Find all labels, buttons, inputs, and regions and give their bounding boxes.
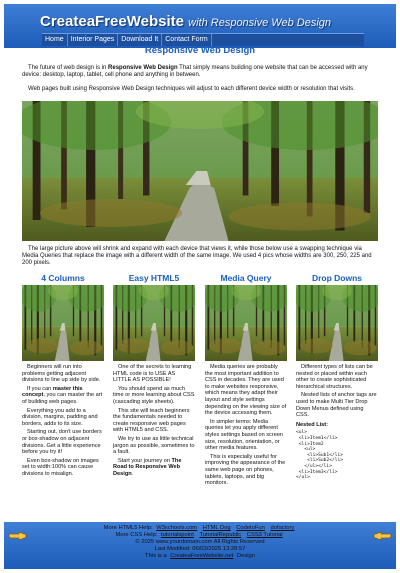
footer-link-createafreewebsite[interactable]: CreateaFreeWebsite.net: [170, 553, 234, 559]
site-name[interactable]: CreateaFreeWebsite: [40, 13, 184, 30]
footer-link-tutorialspoint[interactable]: tutorialspoint: [160, 532, 194, 538]
intro-paragraph-2: Web pages built using Responsive Web Design techniques will adjust to each different device width or resolution that visits.: [28, 86, 355, 92]
footer-last-modified: Last Modified: 06/03/2025 13:28:57: [154, 546, 246, 552]
column-text: Start your journey on The Road to Responsive Web Design.: [113, 457, 182, 477]
nav-download-it[interactable]: Download It: [118, 34, 162, 46]
column-image: [22, 285, 104, 361]
forest-road-image: [22, 101, 378, 241]
column-title: 4 Columns: [41, 273, 85, 283]
site-title[interactable]: [40, 13, 331, 30]
nav-home[interactable]: Home: [42, 34, 68, 46]
nested-list-label: Nested List:: [296, 421, 329, 428]
site-tagline: with Responsive Web Design: [188, 17, 332, 29]
column-media-query: [205, 273, 287, 489]
nav-contact-form[interactable]: Contact Form: [162, 34, 211, 46]
footer-info: [4, 525, 396, 560]
intro-paragraph-1: The future of web design is in Responsive Web Design That simply means building one website that can be accessed with any device: desktop, laptop, tablet, cell phone and anything in between.: [22, 65, 368, 79]
footer-link-htmldog[interactable]: HTML Dog: [202, 525, 231, 531]
site-footer: [4, 522, 396, 569]
hero-caption: The large picture above will shrink and expand with each device that views it, while those below use a swapping technique via Media Queries that replace the image with a different width of the same image. We used 4 pics whose widths are 300, 250, 225 and 200 pixels.: [22, 246, 372, 267]
footer-link-w3schools[interactable]: W3schools.com: [156, 525, 198, 531]
column-text: Media queries are probably the most important addition to CSS in decades. They are used to make websites responsive, which means they adapt their layout and style settings depending on the viewing size of the device accessing them.: [205, 364, 287, 417]
column-drop-downs: [296, 273, 378, 481]
column-text: One of the secrets to learning HTML code is to USE AS LITTLE AS POSSIBLE!: [113, 364, 192, 384]
column-title: Media Query: [220, 273, 272, 283]
column-text: This site will teach beginners the fundamentals needed to create responsive web pages with HTML5 and CSS.: [113, 407, 190, 434]
column-4-columns: [22, 273, 104, 480]
column-text: Starting out, don't use borders or box-shadow on adjacent divisions. Get a little experience before you try it!: [22, 429, 102, 456]
column-text: Different types of lists can be nested or placed within each other to create sophisticated hierarchical structures.: [296, 364, 373, 390]
site-header: [4, 4, 396, 48]
column-text: Beginners will run into problems getting adjacent divisions to line up side by side.: [22, 364, 101, 384]
column-text: We try to use as little technical jargon as possible, sometimes to a fault.: [113, 435, 195, 456]
column-text: Even box-shadow on images set to width:100% can cause divisions to misalign.: [22, 457, 99, 477]
footer-link-css3-tutorial[interactable]: CSS3 Tutorial: [246, 532, 283, 538]
hero-image: [22, 101, 378, 241]
footer-link-codetofun[interactable]: CodetoFun: [236, 525, 265, 531]
column-text: Nested lists of anchor tags are used to make Multi Tier Drop Down Menus defined using CSS.: [296, 392, 377, 419]
column-text: This is especially useful for improving the appearance of the same web page on phones, tablets, laptops, and big monitors.: [205, 453, 286, 487]
footer-css-help-label: More CSS Help:: [115, 532, 158, 538]
column-title: Drop Downs: [311, 273, 363, 283]
column-image: [205, 285, 287, 361]
column-text: In simpler terms: Media queries let you apply different styles settings based on screen size, resolution, orientation, or other media features.: [205, 418, 284, 452]
footer-link-tutorialrepublic[interactable]: TutorialRepublic: [199, 532, 242, 538]
column-text: If you can master this concept, you can master the art of building web pages.: [22, 385, 103, 405]
footer-html-help-label: More HTML5 Help:: [103, 525, 153, 531]
column-title: Easy HTML5: [128, 273, 180, 283]
page-title: Responsive Web Design: [144, 45, 256, 56]
nav-interior-pages[interactable]: Interior Pages: [68, 34, 119, 46]
column-image: [296, 285, 378, 361]
footer-link-dofactory[interactable]: dofactory: [270, 525, 295, 531]
footer-copyright: © 2025 www.yourdomain.com All Rights Reserved: [135, 539, 265, 545]
column-easy-html5: [113, 273, 195, 480]
column-text: Everything you add to a division, margins, padding and borders, adds to its size.: [22, 407, 98, 427]
road-to-rwd-link[interactable]: The Road to Responsive Web Design: [113, 457, 182, 477]
column-image: [113, 285, 195, 361]
nested-list-code: <ul> <li>Item1</li> <li>Item2 <ul> <li>Sub1</li> <li>Sub2</li> </ul></li> <li>Item3</li> </ul>: [296, 430, 344, 481]
column-text: You should spend as much time or more learning about CSS (cascading style sheets).: [113, 385, 195, 405]
footer-credit: This is a CreateaFreeWebsite.net Design: [145, 553, 255, 559]
